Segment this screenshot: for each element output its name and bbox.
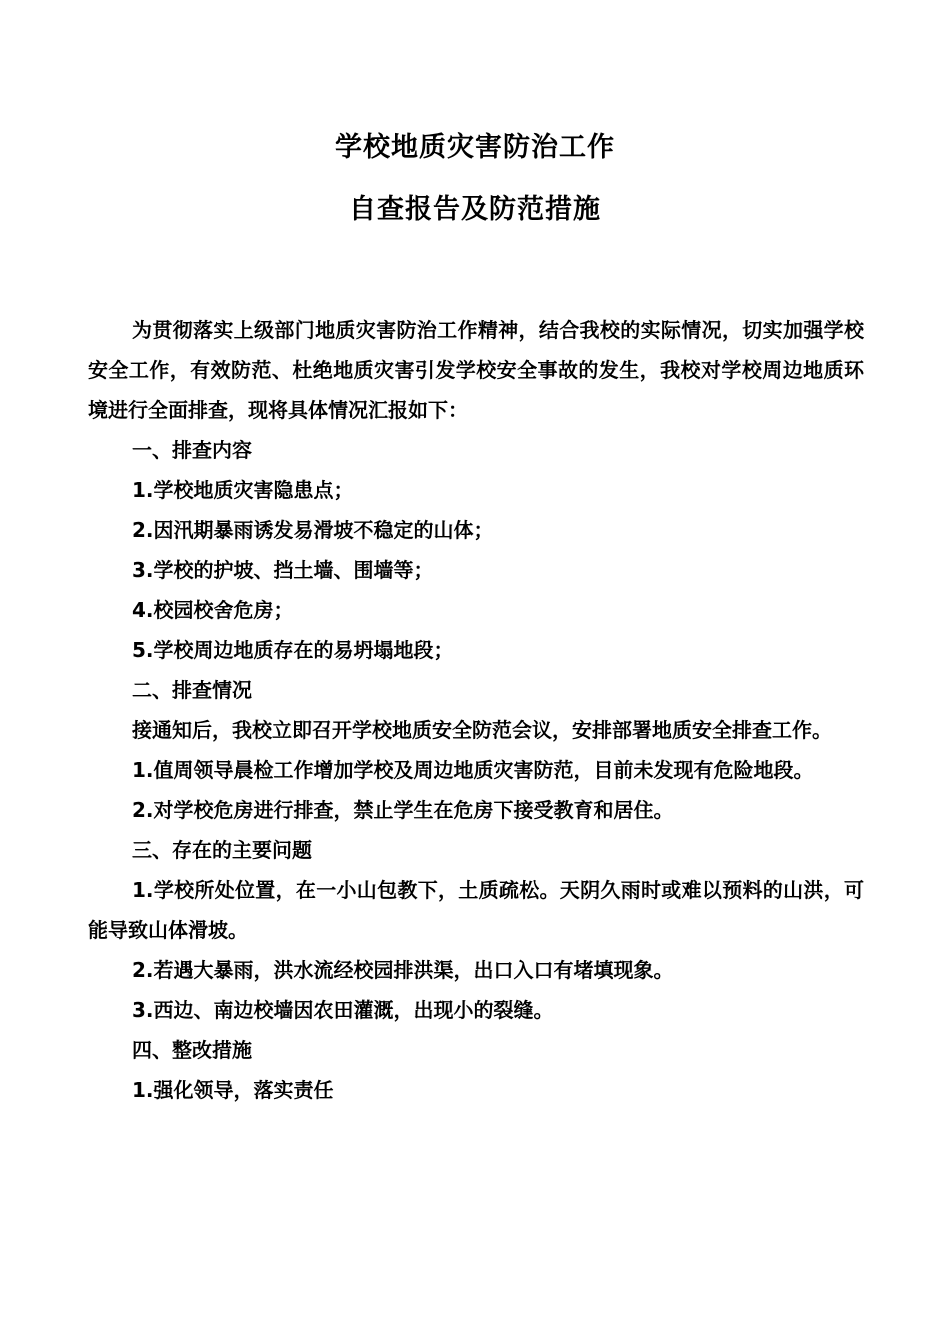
list-item: 1.值周领导晨检工作增加学校及周边地质灾害防范，目前未发现有危险地段。 <box>132 758 814 782</box>
list-item: 5.学校周边地质存在的易坍塌地段； <box>132 638 454 662</box>
list-item: 3.学校的护坡、挡土墙、围墙等； <box>132 558 434 582</box>
section-heading-3: 三、存在的主要问题 <box>132 838 312 862</box>
intro-paragraph: 为贯彻落实上级部门地质灾害防治工作精神，结合我校的实际情况，切实加强学校安全工作，有效防范、杜绝地质灾害引发学校安全事故的发生，我校对学校周边地质环境进行全面排查，现将具体情况汇报如下： <box>88 318 864 422</box>
section-heading-1: 一、排查内容 <box>132 438 252 462</box>
section-heading-4: 四、整改措施 <box>132 1038 252 1062</box>
document-body <box>88 310 864 1110</box>
list-item: 2.因汛期暴雨诱发易滑坡不稳定的山体； <box>132 518 494 542</box>
list-item: 3.西边、南边校墙因农田灌溉，出现小的裂缝。 <box>132 998 554 1022</box>
title-line-1: 学校地质灾害防治工作 <box>335 132 615 163</box>
section-heading-2: 二、排查情况 <box>132 678 252 702</box>
list-item: 1.学校所处位置，在一小山包教下，土质疏松。天阴久雨时或难以预料的山洪，可能导致山体滑坡。 <box>88 878 864 942</box>
list-item: 2.对学校危房进行排查，禁止学生在危房下接受教育和居住。 <box>132 798 674 822</box>
list-item: 1.学校地质灾害隐患点； <box>132 478 354 502</box>
title-line-2: 自查报告及防范措施 <box>349 194 601 225</box>
body-paragraph: 接通知后，我校立即召开学校地质安全防范会议，安排部署地质安全排查工作。 <box>132 718 832 742</box>
list-item: 2.若遇大暴雨，洪水流经校园排洪渠，出口入口有堵填现象。 <box>132 958 674 982</box>
list-item: 1.强化领导，落实责任 <box>132 1078 334 1102</box>
list-item: 4.校园校舍危房； <box>132 598 294 622</box>
document-title <box>0 128 950 230</box>
